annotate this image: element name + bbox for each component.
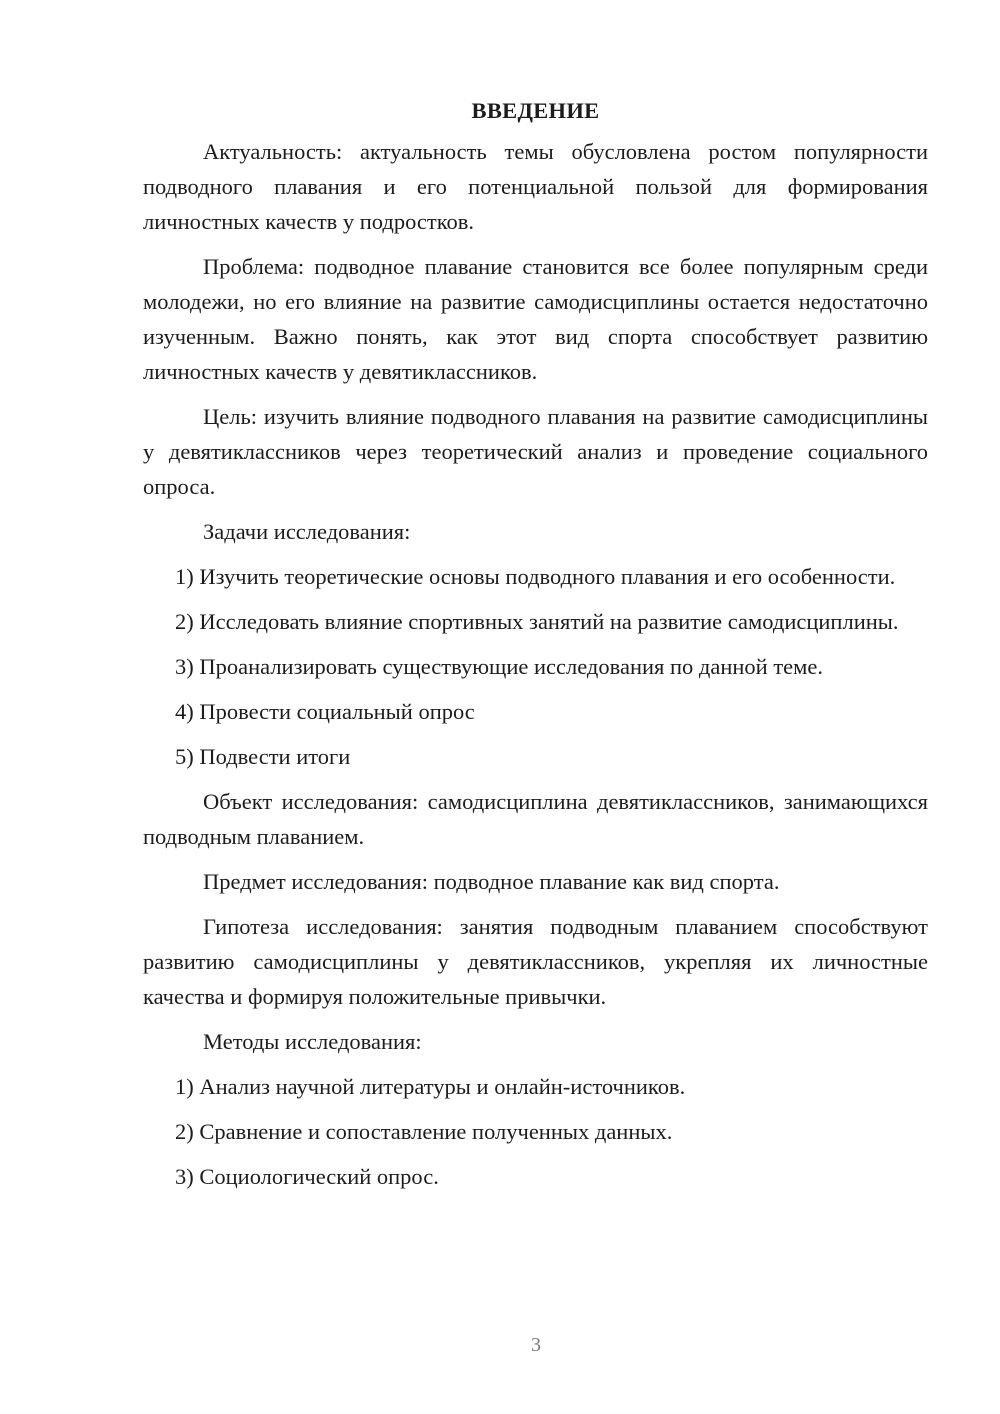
task-item-2: 2) Исследовать влияние спортивных занятий на развитие самодисциплины. bbox=[175, 609, 899, 634]
methods-heading: Методы исследования: bbox=[203, 1029, 422, 1054]
page-title: ВВЕДЕНИЕ bbox=[471, 98, 600, 123]
method-item-1: 1) Анализ научной литературы и онлайн-источников. bbox=[175, 1074, 686, 1099]
page-number: 3 bbox=[531, 1334, 541, 1356]
problem-paragraph: Проблема: подводное плавание становится все более популярным среди молодежи, но его влияние на развитие самодисциплины остается недостаточно изученным. Важно понять, как этот вид спорта способствует развитию личностных качеств у девятиклассников. bbox=[143, 254, 928, 384]
task-item-4: 4) Провести социальный опрос bbox=[175, 699, 475, 724]
subject-paragraph: Предмет исследования: подводное плавание как вид спорта. bbox=[203, 869, 780, 894]
document-body bbox=[143, 93, 928, 1204]
task-item-5: 5) Подвести итоги bbox=[175, 744, 351, 769]
task-item-1: 1) Изучить теоретические основы подводного плавания и его особенности. bbox=[175, 564, 896, 589]
tasks-heading: Задачи исследования: bbox=[203, 519, 411, 544]
method-item-2: 2) Сравнение и сопоставление полученных данных. bbox=[175, 1119, 673, 1144]
object-paragraph: Объект исследования: самодисциплина девятиклассников, занимающихся подводным плаванием. bbox=[143, 789, 928, 849]
goal-paragraph: Цель: изучить влияние подводного плавания на развитие самодисциплины у девятиклассников через теоретический анализ и проведение социального опроса. bbox=[143, 404, 928, 499]
hypothesis-paragraph: Гипотеза исследования: занятия подводным плаванием способствуют развитию самодисциплины у девятиклассников, укрепляя их личностные качества и формируя положительные привычки. bbox=[143, 914, 928, 1009]
relevance-paragraph: Актуальность: актуальность темы обусловлена ростом популярности подводного плавания и его потенциальной пользой для формирования личностных качеств у подростков. bbox=[143, 139, 928, 234]
task-item-3: 3) Проанализировать существующие исследования по данной теме. bbox=[175, 654, 824, 679]
method-item-3: 3) Социологический опрос. bbox=[175, 1164, 439, 1189]
